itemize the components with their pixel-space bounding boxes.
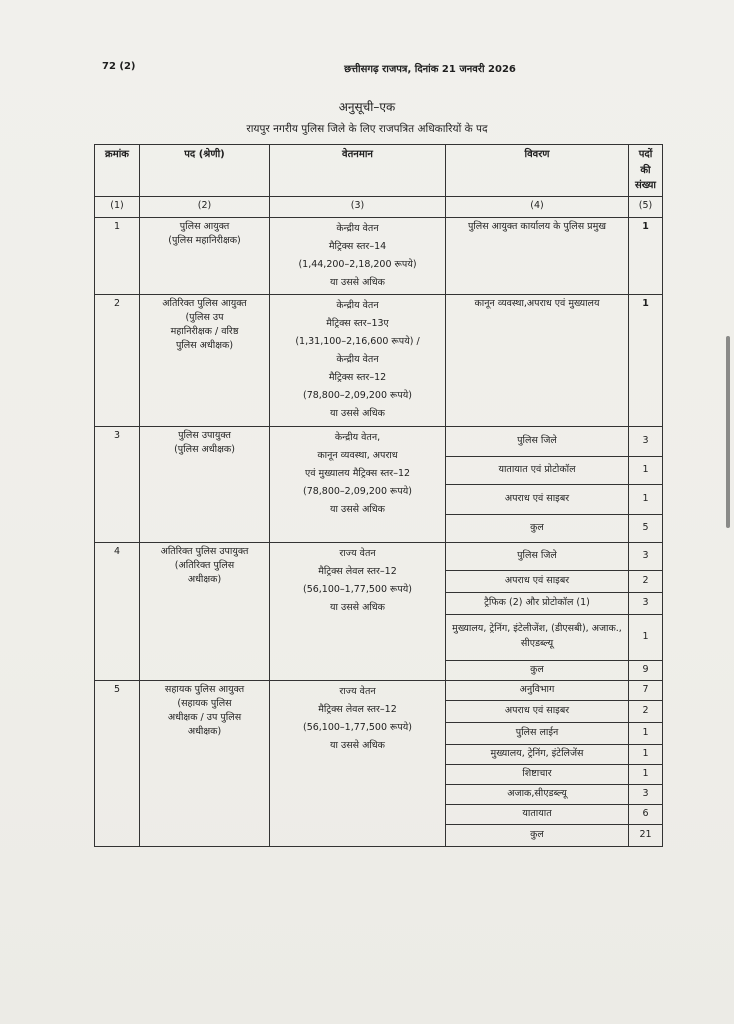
pay-scale-cell-line: मैट्रिक्स स्तर–14 (328, 240, 387, 252)
detail-cell: अनुविभाग (446, 680, 629, 700)
post-cell-line: अधीक्षक) (187, 726, 222, 738)
serial-cell: 2 (95, 294, 140, 426)
schedule-title: अनुसूची–एक (338, 100, 396, 114)
count-cell: 3 (629, 426, 663, 456)
total-label: कुल (446, 824, 629, 846)
pay-scale-cell-line: मैट्रिक्स स्तर–12 (328, 371, 387, 383)
count-cell: 2 (629, 570, 663, 592)
count-cell: 1 (629, 614, 663, 660)
pay-scale-cell-line: (78,800–2,09,200 रूपये) (302, 389, 412, 401)
count-cell: 1 (629, 744, 663, 764)
post-cell-line: सहायक पुलिस आयुक्त (164, 683, 245, 695)
serial-cell: 4 (95, 542, 140, 680)
header-pay-scale: वेतनमान (270, 145, 446, 197)
pay-scale-cell-line: (1,44,200–2,18,200 रूपये) (298, 258, 417, 270)
pay-scale-cell (270, 426, 446, 542)
table-body (95, 217, 663, 846)
count-cell: 3 (629, 542, 663, 570)
table-row (95, 680, 663, 700)
gazette-header: छत्तीसगढ़ राजपत्र, दिनांक 21 जनवरी 2026 (344, 64, 516, 75)
header-details: विवरण (446, 145, 629, 197)
post-cell-line: पुलिस अधीक्षक) (175, 340, 234, 352)
pay-scale-cell (270, 217, 446, 294)
total-value: 9 (629, 660, 663, 680)
post-cell-line: महानिरीक्षक / वरिष्ठ (170, 326, 239, 338)
posts-table (94, 144, 663, 847)
pay-scale-cell-line: या उससे अधिक (330, 407, 385, 419)
count-cell: 6 (629, 804, 663, 824)
post-cell-line: (पुलिस अधीक्षक) (174, 443, 235, 455)
scrollbar[interactable] (726, 336, 730, 528)
detail-cell: अपराध एवं साइबर (446, 570, 629, 592)
col-number: (3) (270, 196, 446, 217)
table-row (95, 294, 663, 426)
total-value: 21 (629, 824, 663, 846)
pay-scale-cell-line: केन्द्रीय वेतन, (334, 431, 381, 443)
pay-scale-cell (270, 542, 446, 680)
detail-cell: यातायात एवं प्रोटोकॉल (446, 456, 629, 484)
col-number: (1) (95, 196, 140, 217)
detail-cell: मुख्यालय, ट्रेनिंग, इंटेलिजेंस (446, 744, 629, 764)
pay-scale-cell-line: (56,100–1,77,500 रूपये) (302, 583, 412, 595)
pay-scale-cell-line: केन्द्रीय वेतन (336, 222, 379, 234)
detail-cell: पुलिस जिले (446, 542, 629, 570)
count-cell: 3 (629, 592, 663, 614)
detail-cell: कानून व्यवस्था,अपराध एवं मुख्यालय (446, 294, 629, 426)
table-row (95, 426, 663, 456)
post-cell (140, 217, 270, 294)
schedule-subtitle: रायपुर नगरीय पुलिस जिले के लिए राजपत्रित अधिकारियों के पद (246, 123, 488, 135)
post-cell-line: अतिरिक्त पुलिस उपायुक्त (160, 545, 249, 557)
header-serial: क्रमांक (95, 145, 140, 197)
detail-cell: शिष्टाचार (446, 764, 629, 784)
total-label: कुल (446, 514, 629, 542)
table-row (95, 217, 663, 294)
count-cell: 2 (629, 700, 663, 722)
detail-cell: पुलिस आयुक्त कार्यालय के पुलिस प्रमुख (446, 217, 629, 294)
post-cell (140, 294, 270, 426)
post-cell-line: (सहायक पुलिस (177, 697, 232, 709)
total-value: 5 (629, 514, 663, 542)
detail-cell: अपराध एवं साइबर (446, 484, 629, 514)
pay-scale-cell-line: मैट्रिक्स लेवल स्तर–12 (318, 565, 397, 577)
pay-scale-cell-line: केन्द्रीय वेतन (336, 299, 379, 311)
serial-cell: 5 (95, 680, 140, 846)
post-cell-line: पुलिस आयुक्त (179, 220, 230, 232)
post-cell-line: (पुलिस महानिरीक्षक) (168, 234, 241, 246)
post-cell (140, 426, 270, 542)
detail-cell: ट्रैफिक (2) और प्रोटोकॉल (1) (446, 592, 629, 614)
detail-cell: अजाक,सीएडब्ल्यू (446, 784, 629, 804)
pay-scale-cell-line: या उससे अधिक (330, 601, 385, 613)
pay-scale-cell-line: राज्य वेतन (339, 547, 376, 559)
page-number: 72 (2) (102, 61, 136, 72)
serial-cell: 1 (95, 217, 140, 294)
count-cell: 1 (629, 484, 663, 514)
count-cell: 7 (629, 680, 663, 700)
detail-cell: पुलिस लाईन (446, 722, 629, 744)
pay-scale-cell-line: कानून व्यवस्था, अपराध (317, 449, 398, 461)
pay-scale-cell-line: मैट्रिक्स स्तर–13ए (326, 317, 389, 329)
detail-cell: यातायात (446, 804, 629, 824)
pay-scale-cell-line: या उससे अधिक (330, 503, 385, 515)
pay-scale-cell-line: एवं मुख्यालय मैट्रिक्स स्तर–12 (304, 467, 411, 479)
post-cell-line: अधीक्षक / उप पुलिस (167, 712, 242, 724)
pay-scale-cell (270, 294, 446, 426)
col-number: (5) (629, 196, 663, 217)
count-cell: 1 (629, 456, 663, 484)
column-number-row (95, 196, 663, 217)
count-cell: 1 (629, 294, 663, 426)
header-count: पदों की संख्या (629, 145, 663, 197)
count-cell: 1 (629, 722, 663, 744)
pay-scale-cell-line: मैट्रिक्स लेवल स्तर–12 (318, 703, 397, 715)
pay-scale-cell-line: या उससे अधिक (330, 276, 385, 288)
post-cell-line: अधीक्षक) (187, 574, 222, 586)
detail-cell: मुख्यालय, ट्रेनिंग, इंटेलीजेंश, (डीएसबी), अजाक., सीएडब्ल्यू (446, 614, 629, 660)
pay-scale-cell-line: राज्य वेतन (339, 685, 376, 697)
post-cell (140, 542, 270, 680)
pay-scale-cell-line: या उससे अधिक (330, 739, 385, 751)
pay-scale-cell-line: (78,800–2,09,200 रूपये) (302, 485, 412, 497)
detail-cell: पुलिस जिले (446, 426, 629, 456)
col-number: (4) (446, 196, 629, 217)
post-cell-line: अतिरिक्त पुलिस आयुक्त (162, 297, 247, 309)
post-cell-line: (पुलिस उप (185, 311, 224, 323)
count-cell: 3 (629, 784, 663, 804)
serial-cell: 3 (95, 426, 140, 542)
detail-cell: अपराध एवं साइबर (446, 700, 629, 722)
table-row (95, 542, 663, 570)
pay-scale-cell-line: केन्द्रीय वेतन (336, 353, 379, 365)
post-cell-line: (अतिरिक्त पुलिस (174, 559, 235, 571)
pay-scale-cell-line: (56,100–1,77,500 रूपये) (302, 721, 412, 733)
count-cell: 1 (629, 764, 663, 784)
count-cell: 1 (629, 217, 663, 294)
post-cell (140, 680, 270, 846)
pay-scale-cell (270, 680, 446, 846)
header-post: पद (श्रेणी) (140, 145, 270, 197)
total-label: कुल (446, 660, 629, 680)
col-number: (2) (140, 196, 270, 217)
pay-scale-cell-line: (1,31,100–2,16,600 रूपये) / (295, 335, 420, 347)
table-header-row (95, 145, 663, 197)
post-cell-line: पुलिस उपायुक्त (178, 429, 231, 441)
